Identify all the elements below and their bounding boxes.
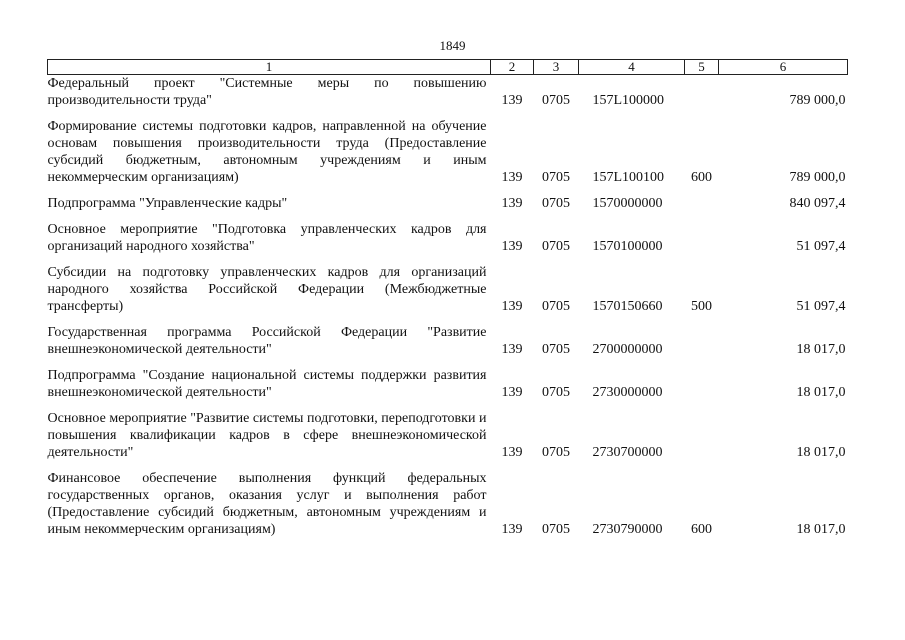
table-row xyxy=(48,75,848,109)
column-header-6: 6 xyxy=(719,60,848,75)
row-ministry-code: 139 xyxy=(501,93,523,108)
row-target-code: 157L100000 xyxy=(592,93,665,108)
row-target-code: 2700000000 xyxy=(592,342,663,357)
column-header-3: 3 xyxy=(534,60,579,75)
column-header-4: 4 xyxy=(579,60,685,75)
row-ministry-code: 139 xyxy=(501,196,523,211)
row-amount: 18 017,0 xyxy=(796,522,846,537)
row-amount: 789 000,0 xyxy=(789,170,846,185)
row-amount: 789 000,0 xyxy=(789,93,846,108)
row-section-code: 0705 xyxy=(542,170,570,185)
row-name: Подпрограмма "Создание национальной системы поддержки развития внешнеэкономической деятельности" xyxy=(47,368,487,400)
row-target-code: 1570150660 xyxy=(592,299,663,314)
table-row xyxy=(48,367,848,401)
row-target-code: 1570100000 xyxy=(592,239,663,254)
table-row xyxy=(48,470,848,538)
row-amount: 51 097,4 xyxy=(796,239,846,254)
row-section-code: 0705 xyxy=(542,239,570,254)
table-header xyxy=(48,60,848,75)
row-expense-type xyxy=(685,195,719,212)
row-section-code: 0705 xyxy=(542,342,570,357)
row-expense-type xyxy=(685,75,719,109)
row-section-code: 0705 xyxy=(542,93,570,108)
row-amount: 18 017,0 xyxy=(796,385,846,400)
row-target-code: 1570000000 xyxy=(592,196,663,211)
row-expense-type: 600 xyxy=(691,170,712,185)
row-spacer xyxy=(48,315,848,324)
row-spacer xyxy=(48,461,848,470)
row-ministry-code: 139 xyxy=(501,239,523,254)
row-name: Субсидии на подготовку управленческих кадров для организаций народного хозяйства Российской Федерации (Межбюджетные трансферты) xyxy=(47,265,487,314)
row-ministry-code: 139 xyxy=(501,299,523,314)
row-target-code: 157L100100 xyxy=(592,170,665,185)
row-name: Финансовое обеспечение выполнения функций федеральных государственных органов, оказания услуг и выполнения работ (Предоставление субсидий бюджетным, автономным учреждениям и иным некоммерческим организациям) xyxy=(47,471,487,537)
row-expense-type: 500 xyxy=(691,299,712,314)
column-header-1: 1 xyxy=(48,60,491,75)
row-section-code: 0705 xyxy=(542,299,570,314)
row-section-code: 0705 xyxy=(542,522,570,537)
row-amount: 18 017,0 xyxy=(796,342,846,357)
row-expense-type xyxy=(685,221,719,255)
row-section-code: 0705 xyxy=(542,445,570,460)
column-header-5: 5 xyxy=(685,60,719,75)
table-row xyxy=(48,410,848,461)
page-number: 1849 xyxy=(439,38,466,53)
row-ministry-code: 139 xyxy=(501,385,523,400)
row-name: Основное мероприятие "Подготовка управленческих кадров для организаций народного хозяйства" xyxy=(47,222,487,254)
row-ministry-code: 139 xyxy=(501,445,523,460)
row-expense-type xyxy=(685,367,719,401)
row-ministry-code: 139 xyxy=(501,170,523,185)
row-spacer xyxy=(48,212,848,221)
row-name: Подпрограмма "Управленческие кадры" xyxy=(47,196,288,211)
row-spacer xyxy=(48,401,848,410)
row-section-code: 0705 xyxy=(542,196,570,211)
row-target-code: 2730700000 xyxy=(592,445,663,460)
row-ministry-code: 139 xyxy=(501,342,523,357)
row-ministry-code: 139 xyxy=(501,522,523,537)
row-spacer xyxy=(48,358,848,367)
column-header-2: 2 xyxy=(491,60,534,75)
row-spacer xyxy=(48,109,848,118)
row-amount: 840 097,4 xyxy=(789,196,846,211)
table-body xyxy=(48,75,848,539)
row-spacer xyxy=(48,186,848,195)
row-spacer xyxy=(48,255,848,264)
row-amount: 51 097,4 xyxy=(796,299,846,314)
table-row xyxy=(48,264,848,315)
row-expense-type: 600 xyxy=(691,522,712,537)
row-name: Формирование системы подготовки кадров, направленной на обучение основам повышения производительности труда (Предоставление субсидий бюджетным, автономным учреждениям и иным некоммерческим организациям) xyxy=(47,119,487,185)
row-expense-type xyxy=(685,410,719,461)
row-target-code: 2730000000 xyxy=(592,385,663,400)
row-section-code: 0705 xyxy=(542,385,570,400)
row-name: Федеральный проект "Системные меры по повышению производительности труда" xyxy=(47,76,487,108)
row-name: Государственная программа Российской Федерации "Развитие внешнеэкономической деятельности" xyxy=(47,325,487,357)
table-row xyxy=(48,195,848,212)
row-target-code: 2730790000 xyxy=(592,522,663,537)
budget-table xyxy=(47,59,848,538)
table-row xyxy=(48,221,848,255)
row-name: Основное мероприятие "Развитие системы подготовки, переподготовки и повышения квалификации кадров в сфере внешнеэкономической деятельности" xyxy=(47,411,487,460)
table-row xyxy=(48,324,848,358)
row-expense-type xyxy=(685,324,719,358)
row-amount: 18 017,0 xyxy=(796,445,846,460)
table-row xyxy=(48,118,848,186)
